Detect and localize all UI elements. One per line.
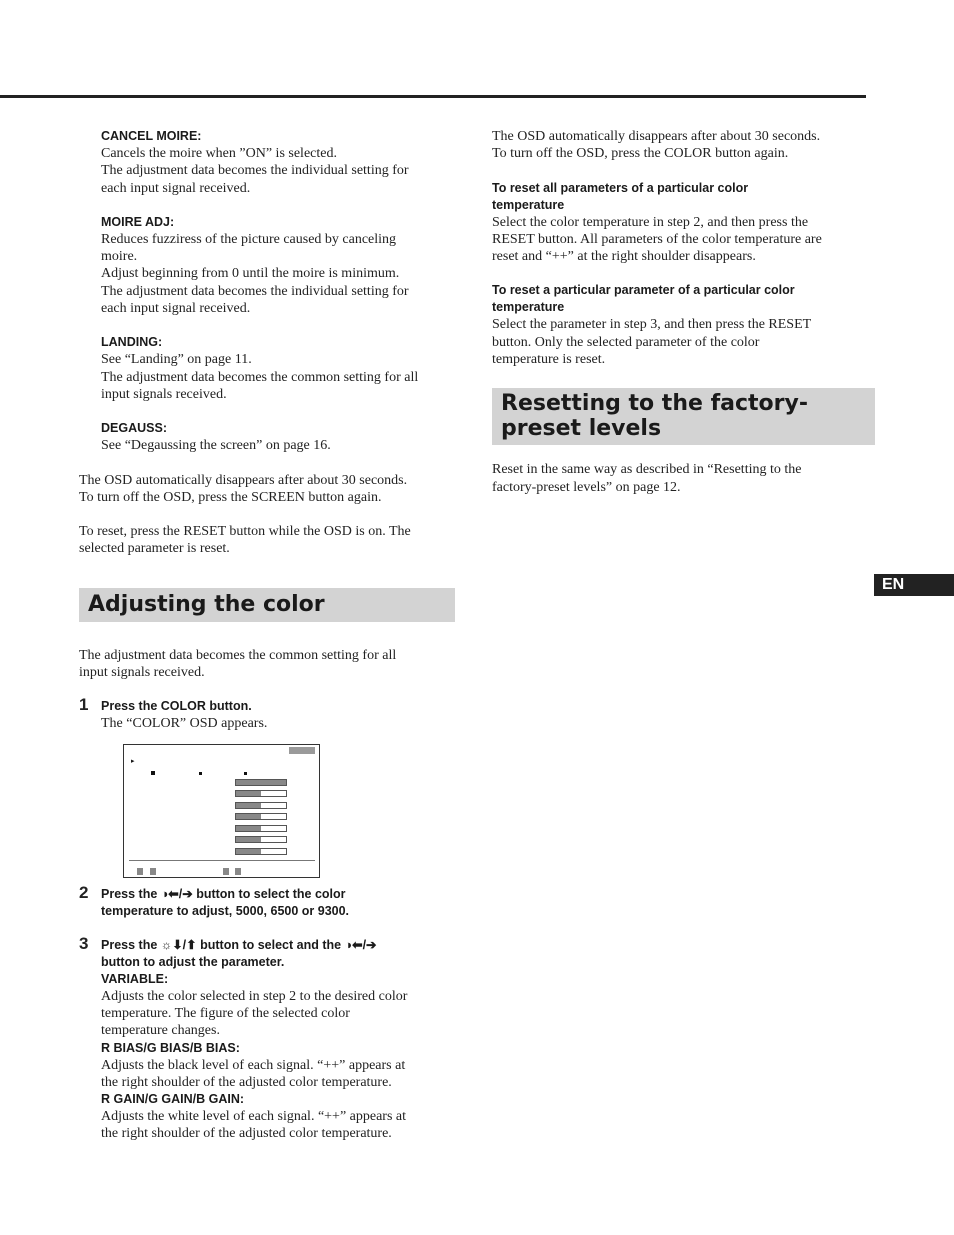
degauss-line: See “Degaussing the screen” on page 16.: [101, 438, 331, 454]
landing-section: [101, 334, 457, 403]
osd-button-icon: [223, 868, 229, 875]
osd-cursor-icon: ▸: [131, 756, 135, 765]
left-column: [79, 128, 457, 1143]
reset-one-line: Select the parameter in step 3, and then press the RESET: [492, 317, 812, 333]
color-osd-note: [492, 128, 866, 163]
osd-slider-bar: [235, 825, 287, 832]
section-heading-adjusting-color: Adjusting the color: [79, 588, 455, 622]
osd-slider-bar: [235, 848, 287, 855]
color-osd-note-line: To turn off the OSD, press the COLOR button again.: [492, 146, 789, 162]
landing-line: See “Landing” on page 11.: [101, 352, 252, 368]
reset-one-line: button. Only the selected parameter of the color: [492, 334, 760, 350]
osd-slider-bar: [235, 779, 287, 786]
osd-note: [79, 472, 457, 507]
landing-line: The adjustment data becomes the common setting for all: [101, 369, 419, 385]
step-number: 1: [79, 695, 89, 715]
degauss-label: DEGAUSS:: [101, 421, 167, 436]
osd-title-box: [289, 747, 315, 754]
color-intro-line: The adjustment data becomes the common setting for all: [79, 647, 397, 663]
osd-slider-bar: [235, 802, 287, 809]
reset-note-line: To reset, press the RESET button while the OSD is on. The: [79, 524, 411, 540]
factory-text-line: Reset in the same way as described in “Resetting to the: [492, 462, 802, 478]
bias-line: the right shoulder of the adjusted color temperature.: [101, 1074, 392, 1090]
reset-one-label: To reset a particular parameter of a particular color: [492, 283, 795, 298]
osd-slider-fill: [236, 780, 286, 785]
color-intro: [79, 647, 457, 682]
color-osd-illustration: [123, 744, 320, 878]
top-rule: [0, 95, 866, 98]
factory-text: [492, 461, 866, 496]
osd-button-icon: [150, 868, 156, 875]
step-3-line: Press the ☼⬇/⬆ button to select and the ◑⬅/➔: [101, 937, 377, 952]
factory-heading-line: preset levels: [501, 416, 662, 442]
landing-line: input signals received.: [101, 386, 227, 402]
step-3-line: button to adjust the parameter.: [101, 954, 285, 969]
osd-note-line: The OSD automatically disappears after about 30 seconds.: [79, 472, 408, 488]
degauss-section: [101, 420, 457, 454]
gain-line: the right shoulder of the adjusted color temperature.: [101, 1126, 392, 1142]
step-2: [79, 882, 457, 920]
moire-adj-line: Adjust beginning from 0 until the moire is minimum.: [101, 266, 400, 282]
color-intro-line: input signals received.: [79, 665, 205, 681]
osd-slider-fill: [236, 803, 261, 808]
osd-slider-bar: [235, 790, 287, 797]
moire-adj-line: Reduces fuzziress of the picture caused by canceling: [101, 231, 397, 247]
osd-slider-fill: [236, 849, 261, 854]
cancel-moire-section: [101, 128, 457, 197]
reset-note-line: selected parameter is reset.: [79, 541, 230, 557]
cancel-moire-label: CANCEL MOIRE:: [101, 129, 202, 143]
factory-heading-line: Resetting to the factory-: [501, 391, 808, 417]
reset-all-line: Select the color temperature in step 2, and then press the: [492, 214, 809, 230]
osd-selected-mark: [151, 771, 155, 775]
osd-temp-mark: [199, 772, 202, 775]
landing-label: LANDING:: [101, 335, 163, 350]
step-number: 3: [79, 933, 89, 953]
gain-label: R GAIN/G GAIN/B GAIN:: [101, 1092, 245, 1107]
osd-slider-bar: [235, 836, 287, 843]
variable-line: temperature. The figure of the selected color: [101, 1005, 350, 1021]
osd-divider: [129, 860, 315, 861]
moire-adj-label: MOIRE ADJ:: [101, 214, 175, 229]
osd-note-line: To turn off the OSD, press the SCREEN button again.: [79, 489, 382, 505]
variable-line: temperature changes.: [101, 1023, 220, 1039]
reset-all-section: [492, 180, 866, 266]
osd-slider-fill: [236, 791, 261, 796]
osd-slider-fill: [236, 814, 261, 819]
variable-label: VARIABLE:: [101, 971, 169, 986]
section-heading-factory-reset: [492, 388, 875, 445]
step-1-title: Press the COLOR button.: [101, 699, 252, 714]
step-2-line: Press the ◑⬅/➔ button to select the color: [101, 886, 346, 901]
osd-slider-fill: [236, 837, 261, 842]
step-1-text: The “COLOR” OSD appears.: [101, 716, 268, 732]
step-2-line: temperature to adjust, 5000, 6500 or 9300.: [101, 903, 350, 918]
language-tab-en: EN: [874, 574, 954, 596]
moire-adj-line: The adjustment data becomes the individual setting for: [101, 283, 409, 299]
cancel-moire-line: Cancels the moire when ”ON” is selected.: [101, 146, 337, 161]
step-1: [79, 695, 457, 732]
moire-adj-line: moire.: [101, 249, 138, 265]
osd-slider-bar: [235, 813, 287, 820]
moire-adj-line: each input signal received.: [101, 301, 251, 317]
step-number: 2: [79, 882, 89, 902]
reset-one-section: [492, 282, 866, 368]
step-3: [79, 933, 457, 1143]
osd-slider-fill: [236, 826, 261, 831]
right-column: [492, 128, 866, 496]
cancel-moire-line: each input signal received.: [101, 180, 251, 196]
reset-all-line: RESET button. All parameters of the color temperature are: [492, 231, 822, 247]
variable-line: Adjusts the color selected in step 2 to the desired color: [101, 988, 408, 1004]
osd-button-icon: [137, 868, 143, 875]
factory-text-line: factory-preset levels” on page 12.: [492, 479, 681, 495]
reset-note: [79, 523, 457, 558]
osd-button-icon: [235, 868, 241, 875]
gain-line: Adjusts the white level of each signal. “++” appears at: [101, 1109, 407, 1125]
reset-all-label: To reset all parameters of a particular color: [492, 180, 749, 195]
reset-all-label: temperature: [492, 197, 565, 212]
reset-all-line: reset and “++” at the right shoulder disappears.: [492, 249, 756, 265]
bias-label: R BIAS/G BIAS/B BIAS:: [101, 1040, 240, 1055]
osd-temp-mark: [244, 772, 247, 775]
moire-adj-section: [101, 214, 457, 317]
reset-one-label: temperature: [492, 300, 565, 315]
cancel-moire-line: The adjustment data becomes the individual setting for: [101, 163, 409, 179]
reset-one-line: temperature is reset.: [492, 352, 606, 368]
bias-line: Adjusts the black level of each signal. “++” appears at: [101, 1057, 406, 1073]
color-osd-note-line: The OSD automatically disappears after about 30 seconds.: [492, 129, 821, 144]
